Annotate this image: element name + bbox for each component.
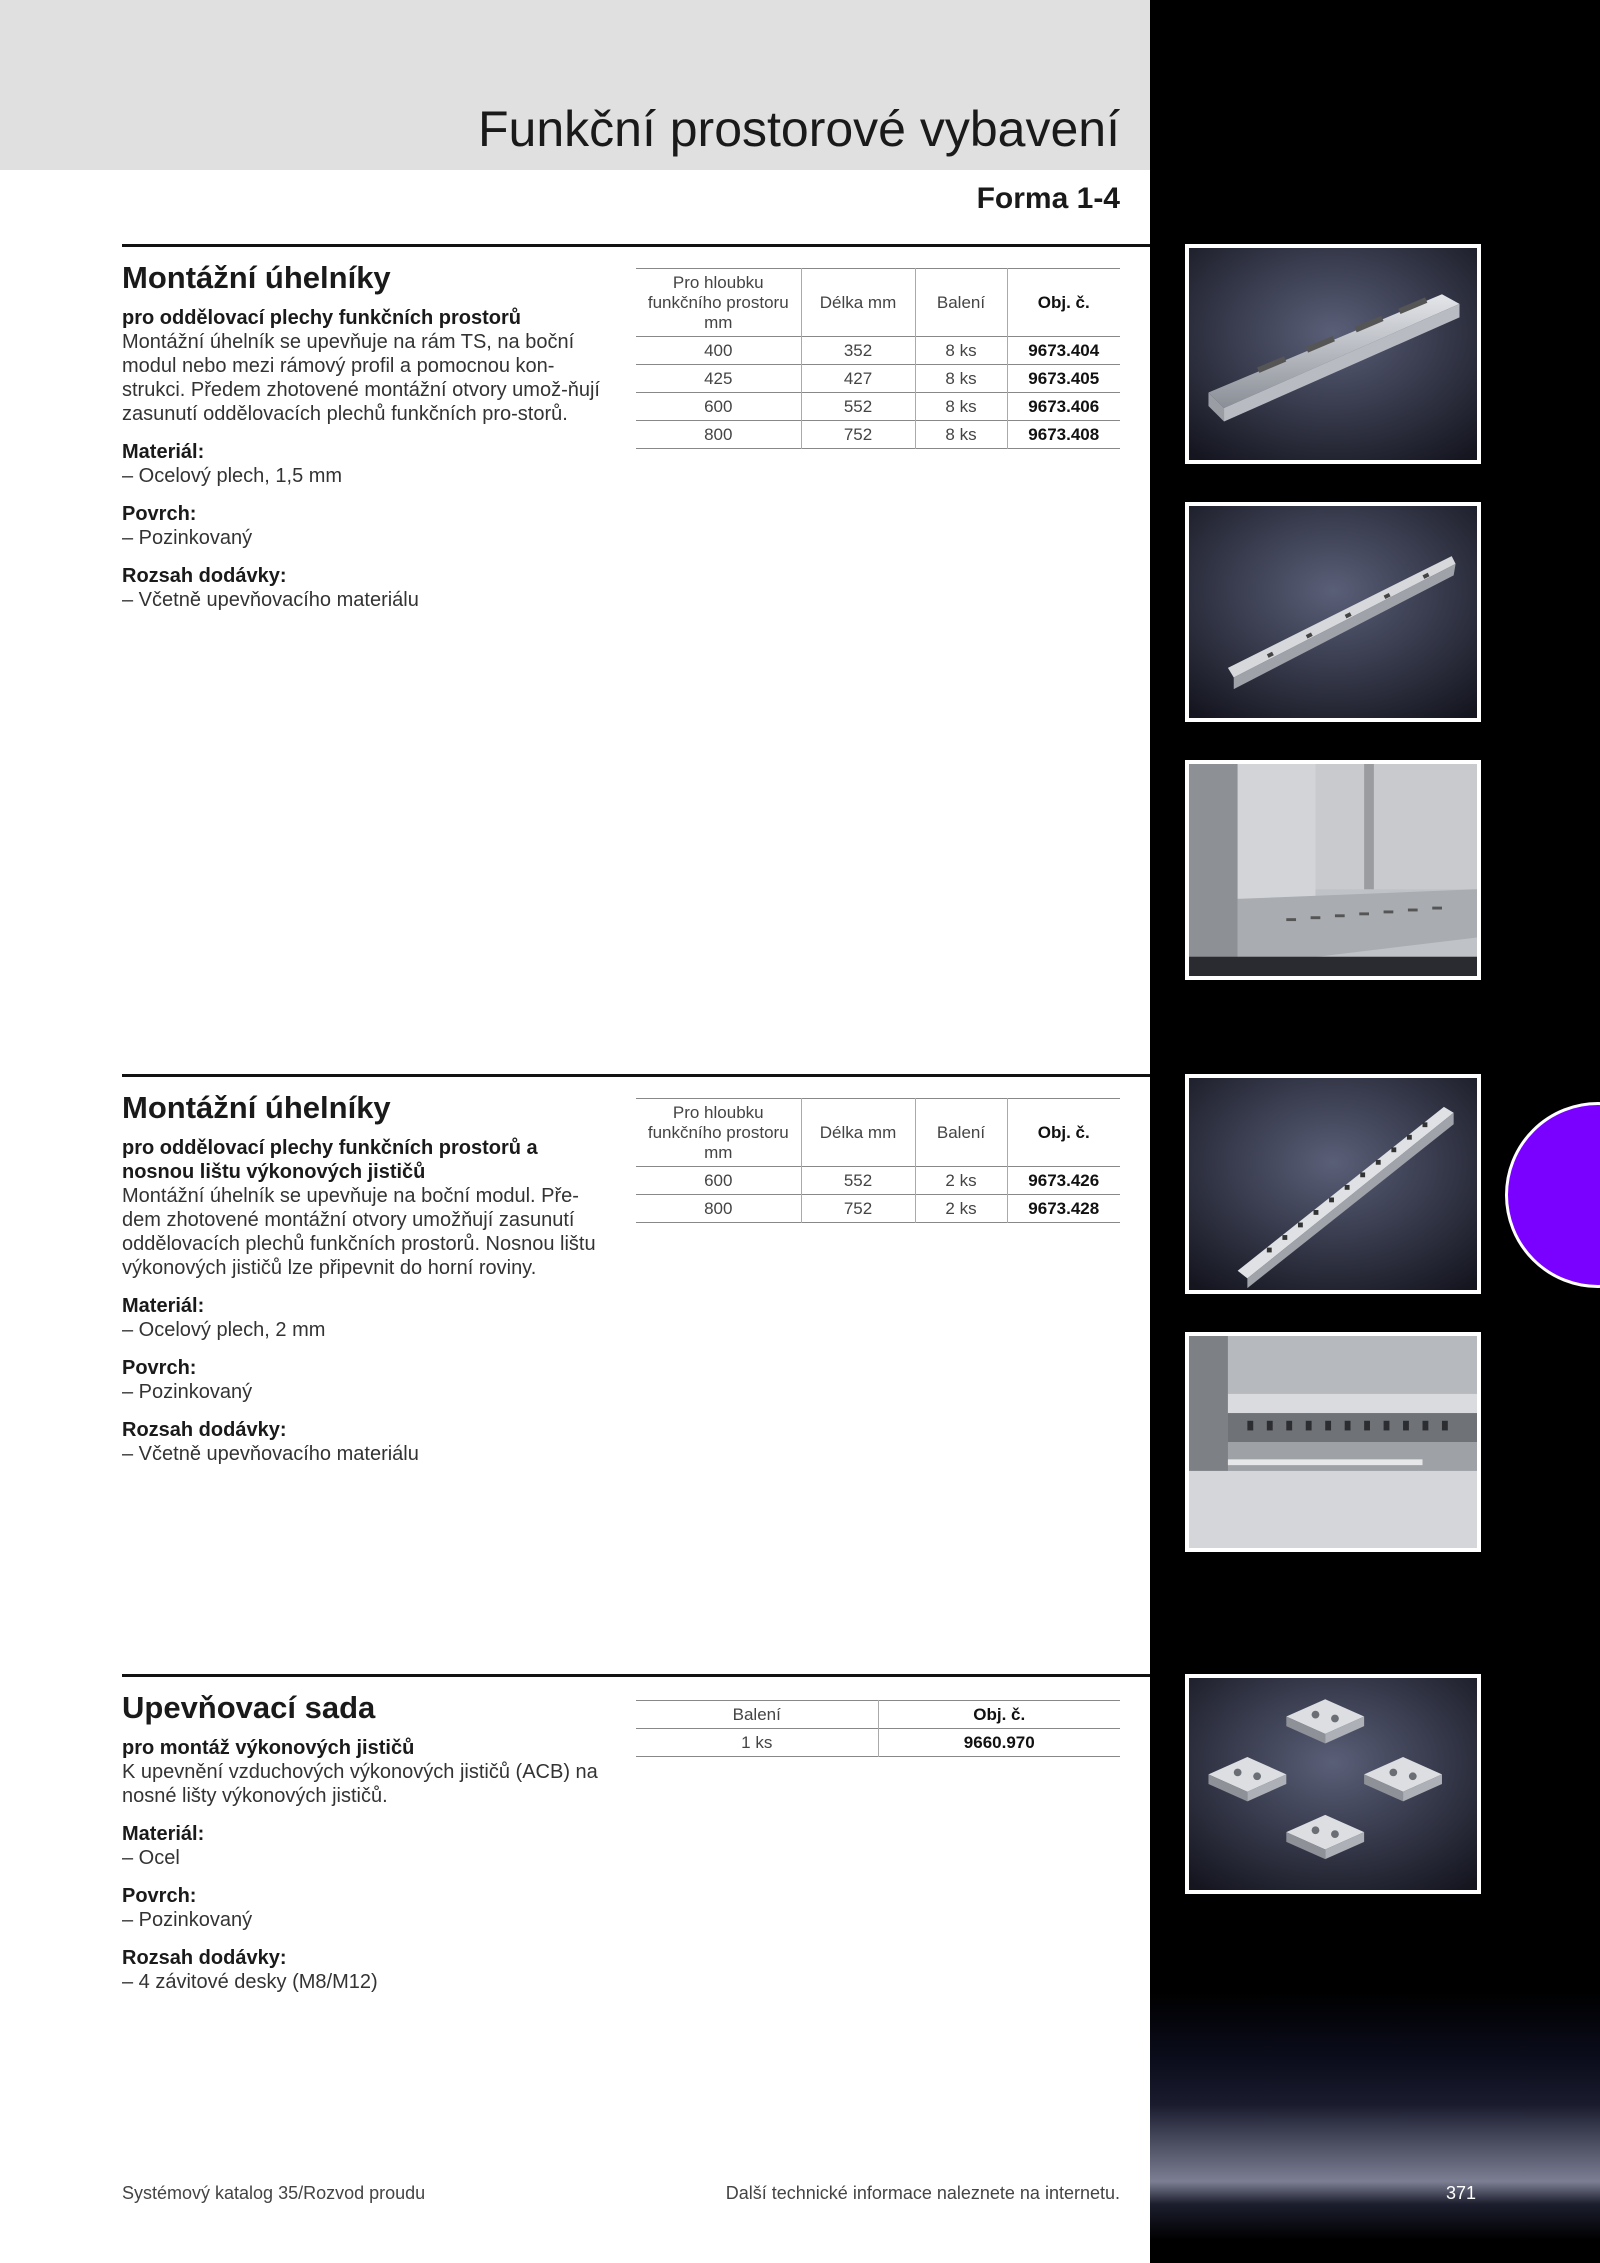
table-row xyxy=(636,337,1120,365)
spec-value-surface: – Pozinkovaný xyxy=(122,1908,253,1931)
section-title: Upevňovací sada xyxy=(122,1690,376,1725)
spec-label-material: Materiál: xyxy=(122,1294,205,1317)
product-photo-angle-bracket-2 xyxy=(1185,502,1481,722)
section-description: K upevnění vzduchových výkonových jističů (ACB) na nosné lišty výkonových jističů. xyxy=(122,1760,598,1807)
table-row xyxy=(636,421,1120,449)
spec-label-scope: Rozsah dodávky: xyxy=(122,564,287,587)
product-table-1 xyxy=(636,268,1120,449)
page-title: Funkční prostorové vybavení xyxy=(478,101,1120,157)
cell-pack: 8 ks xyxy=(915,421,1007,449)
cell-depth: 425 xyxy=(704,368,733,388)
product-photo-installed-rail xyxy=(1185,1332,1481,1552)
product-table-2 xyxy=(636,1098,1120,1223)
cell-length: 352 xyxy=(801,337,915,365)
spec-value-surface: – Pozinkovaný xyxy=(122,1380,253,1403)
section-1-text xyxy=(122,260,602,612)
col-header-pack: Balení xyxy=(732,1704,781,1724)
product-table-3 xyxy=(636,1700,1120,1757)
table-row xyxy=(636,365,1120,393)
cell-pack: 1 ks xyxy=(741,1732,773,1752)
cell-depth: 800 xyxy=(704,424,733,444)
col-header-depth: Pro hloubku funkčního prostoru mm xyxy=(647,272,789,332)
cell-order: 9673.405 xyxy=(1007,365,1120,393)
spec-label-material: Materiál: xyxy=(122,1822,205,1845)
product-photo-angle-bracket xyxy=(1185,244,1481,464)
cell-length: 427 xyxy=(801,365,915,393)
cell-length: 752 xyxy=(801,421,915,449)
cell-depth: 800 xyxy=(704,1198,733,1218)
cell-order: 9673.406 xyxy=(1007,393,1120,421)
section-title: Montážní úhelníky xyxy=(122,260,391,295)
spec-value-surface: – Pozinkovaný xyxy=(122,526,253,549)
cell-length: 752 xyxy=(801,1195,915,1223)
spec-value-material: – Ocelový plech, 2 mm xyxy=(122,1318,326,1341)
col-header-pack: Balení xyxy=(915,269,1007,337)
product-photo-threaded-plates xyxy=(1185,1674,1481,1894)
section-title: Montážní úhelníky xyxy=(122,1090,391,1125)
spec-label-surface: Povrch: xyxy=(122,1884,197,1907)
cell-order: 9660.970 xyxy=(878,1729,1120,1757)
cell-length: 552 xyxy=(801,1167,915,1195)
cell-pack: 2 ks xyxy=(915,1195,1007,1223)
table-row xyxy=(636,1729,1120,1757)
spec-value-scope: – Včetně upevňovacího materiálu xyxy=(122,1442,419,1465)
footer-catalog-title: Systémový katalog 35/Rozvod proudu xyxy=(122,2183,426,2203)
table-row xyxy=(636,1167,1120,1195)
cell-order: 9673.408 xyxy=(1007,421,1120,449)
cell-order: 9673.428 xyxy=(1007,1195,1120,1223)
table-row xyxy=(636,1195,1120,1223)
section-divider xyxy=(122,1674,1150,1677)
spec-label-material: Materiál: xyxy=(122,440,205,463)
cell-order: 9673.426 xyxy=(1007,1167,1120,1195)
section-divider xyxy=(122,244,1150,247)
section-description: Montážní úhelník se upevňuje na boční modul. Pře-dem zhotovené montážní otvory umožňují zasunutí oddělovacích plechů funkčních prostorů. Nosnou lištu výkonových jističů lze připevnit do horní roviny. xyxy=(122,1184,596,1279)
product-photo-angle-bracket-rail xyxy=(1185,1074,1481,1294)
cell-depth: 600 xyxy=(704,396,733,416)
section-subtitle: pro montáž výkonových jističů xyxy=(122,1736,415,1759)
spec-label-scope: Rozsah dodávky: xyxy=(122,1946,287,1969)
col-header-length: Délka mm xyxy=(801,269,915,337)
cell-pack: 8 ks xyxy=(915,393,1007,421)
spec-value-material: – Ocelový plech, 1,5 mm xyxy=(122,464,343,487)
spec-label-surface: Povrch: xyxy=(122,1356,197,1379)
col-header-pack: Balení xyxy=(915,1099,1007,1167)
section-description: Montážní úhelník se upevňuje na rám TS, na boční modul nebo mezi rámový profil a pomocnou kon-strukci. Předem zhotovené montážní otvory umož-ňují zasunutí oddělovacích plechů funkčních pro-storů. xyxy=(122,330,600,425)
section-divider xyxy=(122,1074,1150,1077)
page-number: 371 xyxy=(1445,2183,1477,2203)
section-subtitle: pro oddělovací plechy funkčních prostorů a nosnou lištu výkonových jističů xyxy=(122,1136,538,1183)
cell-pack: 2 ks xyxy=(915,1167,1007,1195)
spec-label-scope: Rozsah dodávky: xyxy=(122,1418,287,1441)
section-2-text xyxy=(122,1090,602,1466)
cell-length: 552 xyxy=(801,393,915,421)
product-photo-installed-cabinet xyxy=(1185,760,1481,980)
footer-info-note: Další technické informace naleznete na internetu. xyxy=(725,2183,1120,2203)
col-header-order: Obj. č. xyxy=(1007,269,1120,337)
table-row xyxy=(636,393,1120,421)
section-3-text xyxy=(122,1690,602,1994)
cell-pack: 8 ks xyxy=(915,365,1007,393)
cell-pack: 8 ks xyxy=(915,337,1007,365)
spec-value-scope: – 4 závitové desky (M8/M12) xyxy=(122,1970,378,1993)
col-header-order: Obj. č. xyxy=(878,1701,1120,1729)
col-header-length: Délka mm xyxy=(801,1099,915,1167)
col-header-depth: Pro hloubku funkčního prostoru mm xyxy=(647,1102,789,1162)
col-header-order: Obj. č. xyxy=(1007,1099,1120,1167)
form-label: Forma 1-4 xyxy=(976,182,1120,215)
spec-label-surface: Povrch: xyxy=(122,502,197,525)
cell-order: 9673.404 xyxy=(1007,337,1120,365)
cell-depth: 600 xyxy=(704,1170,733,1190)
spec-value-scope: – Včetně upevňovacího materiálu xyxy=(122,588,419,611)
spec-value-material: – Ocel xyxy=(122,1846,180,1869)
section-subtitle: pro oddělovací plechy funkčních prostorů xyxy=(122,306,521,329)
cell-depth: 400 xyxy=(704,340,733,360)
